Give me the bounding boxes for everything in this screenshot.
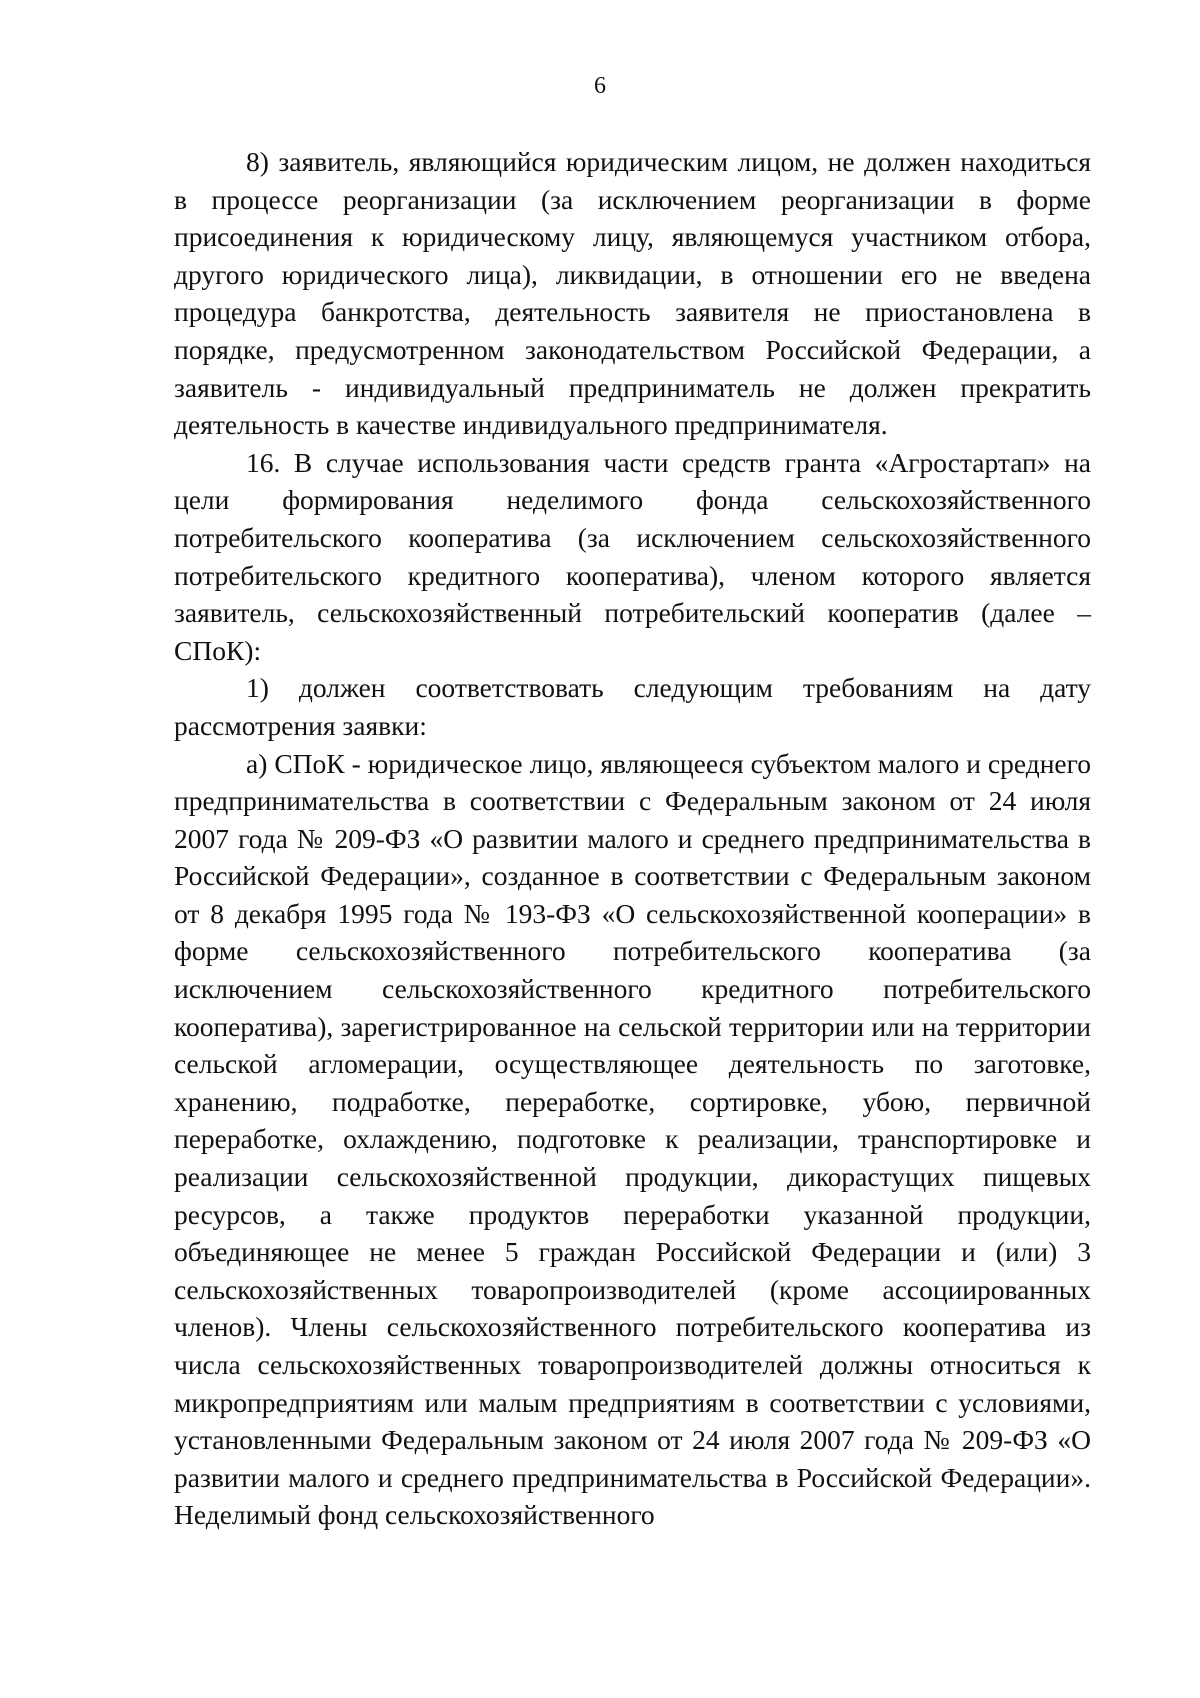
paragraph-item-a: а) СПоК - юридическое лицо, являющееся субъектом малого и среднего предпринимательства в соответствии с Федеральным законом от 24 июля 2007 года № 209-ФЗ «О развитии малого и среднего предпринимательства в Российской Федерации», созданное в соответствии с Федеральным законом от 8 декабря 1995 года № 193-ФЗ «О сельскохозяйственной кооперации» в форме сельскохозяйственного потребительского кооператива (за исключением сельскохозяйственного кредитного потребительского кооператива), зарегистрированное на сельской территории или на территории сельской агломерации, осуществляющее деятельность по заготовке, хранению, подработке, переработке, сортировке, убою, первичной переработке, охлаждению, подготовке к реализации, транспортировке и реализации сельскохозяйственной продукции, дикорастущих пищевых ресурсов, а также продуктов переработки указанной продукции, объединяющее не менее 5 граждан Российской Федерации и (или) 3 сельскохозяйственных товаропроизводителей (кроме ассоциированных членов). Члены сельскохозяйственного потребительского кооператива из числа сельскохозяйственных товаропроизводителей должны относиться к микропредприятиям или малым предприятиям в соответствии с условиями, установленными Федеральным законом от 24 июля 2007 года № 209-ФЗ «О развитии малого и среднего предпринимательства в Российской Федерации». Неделимый фонд сельскохозяйственного bbox=[174, 747, 1091, 1531]
paragraph-item-8: 8) заявитель, являющийся юридическим лицом, не должен находиться в процессе реорганизации (за исключением реорганизации в форме присоединения к юридическому лицу, являющемуся участником отбора, другого юридического лица), ликвидации, в отношении его не введена процедура банкротства, деятельность заявителя не приостановлена в порядке, предусмотренном законодательством Российской Федерации, а заявитель - индивидуальный предприниматель не должен прекратить деятельность в качестве индивидуального предпринимателя. bbox=[174, 146, 1091, 441]
paragraph-section-16: 16. В случае использования части средств гранта «Агростартап» на цели формирования неделимого фонда сельскохозяйственного потребительского кооператива (за исключением сельскохозяйственного потребительского кредитного кооператива), членом которого является заявитель, сельскохозяйственный потребительский кооператив (далее – СПоК): bbox=[174, 446, 1091, 666]
paragraph-item-1: 1) должен соответствовать следующим требованиям на дату рассмотрения заявки: bbox=[174, 672, 1091, 741]
page-number: 6 bbox=[594, 73, 606, 99]
document-body bbox=[174, 143, 1091, 1534]
